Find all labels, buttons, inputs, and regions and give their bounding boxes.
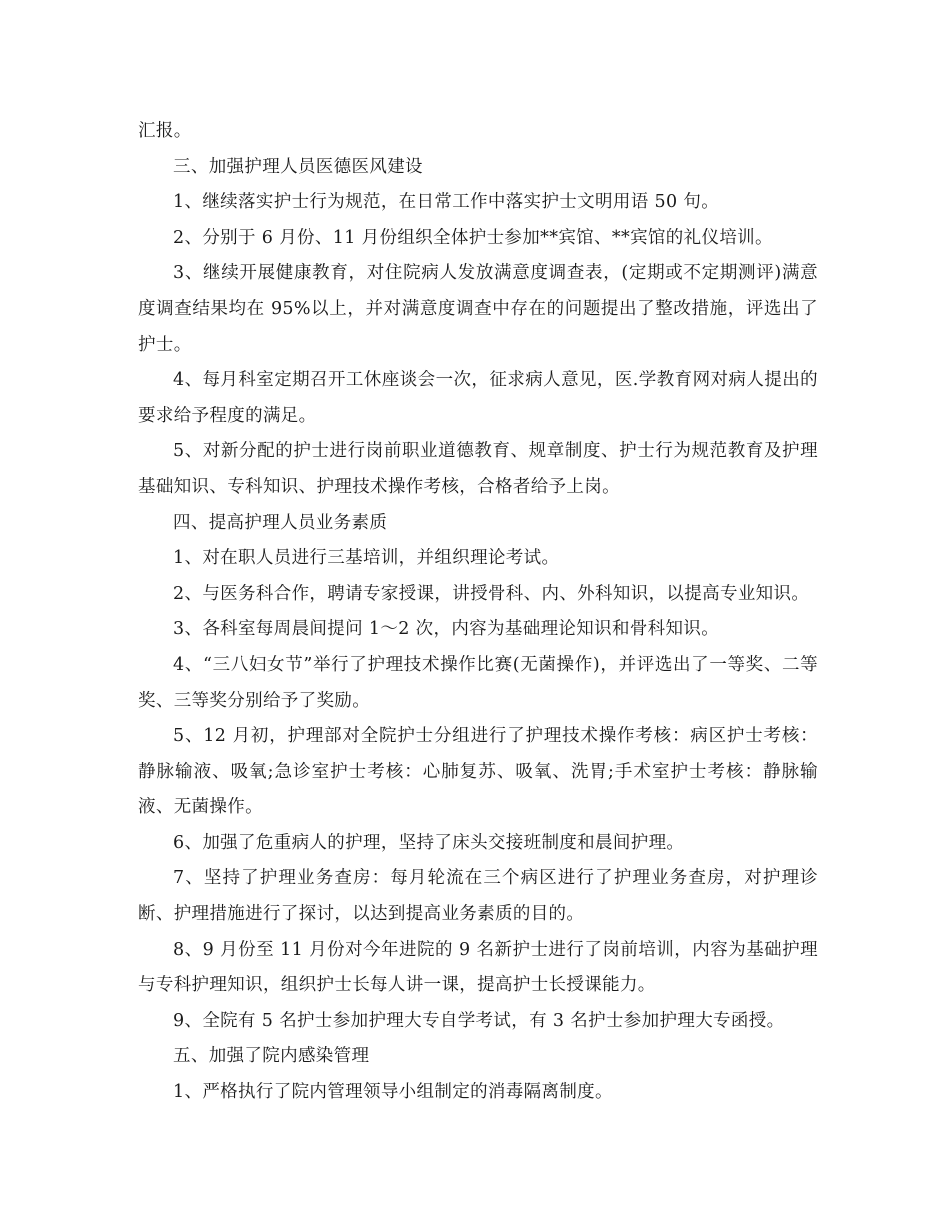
- paragraph: 6、加强了危重病人的护理，坚持了床头交接班制度和晨间护理。: [173, 832, 685, 853]
- paragraph: 7、坚持了护理业务查房：每月轮流在三个病区进行了护理业务查房，对护理诊断、护理措施进行了探讨，以达到提高业务素质的目的。: [138, 868, 818, 925]
- section-heading: 五、加强了院内感染管理: [173, 1046, 370, 1067]
- paragraph: 3、继续开展健康教育，对住院病人发放满意度调查表，(定期或不定期测评)满意度调查结果均在 95%以上，并对满意度调查中存在的问题提出了整改措施，评选出了护士。: [138, 263, 818, 355]
- paragraph: 2、与医务科合作，聘请专家授课，讲授骨科、内、外科知识，以提高专业知识。: [173, 583, 810, 604]
- paragraph: 4、每月科室定期召开工休座谈会一次，征求病人意见，医.学教育网对病人提出的要求给予程度的满足。: [138, 370, 818, 426]
- paragraph: 2、分别于 6 月份、11 月份组织全体护士参加**宾馆、**宾馆的礼仪培训。: [173, 227, 773, 248]
- section-heading: 三、加强护理人员医德医风建设: [173, 156, 423, 177]
- paragraph: 9、全院有 5 名护士参加护理大专自学考试，有 3 名护士参加护理大专函授。: [173, 1010, 785, 1031]
- paragraph: 5、对新分配的护士进行岗前职业道德教育、规章制度、护士行为规范教育及护理基础知识、专科知识、护理技术操作考核，合格者给予上岗。: [138, 441, 818, 497]
- paragraph: 汇报。: [138, 121, 192, 141]
- paragraph: 1、对在职人员进行三基培训，并组织理论考试。: [173, 548, 560, 569]
- paragraph: 3、各科室每周晨间提问 1～2 次，内容为基础理论知识和骨科知识。: [173, 619, 720, 640]
- paragraph: 5、12 月初，护理部对全院护士分组进行了护理技术操作考核：病区护士考核：静脉输液、吸氧;急诊室护士考核：心肺复苏、吸氧、洗胃;手术室护士考核：静脉输液、无菌操作。: [138, 726, 818, 818]
- paragraph: 1、继续落实护士行为规范，在日常工作中落实护士文明用语 50 句。: [173, 192, 720, 213]
- paragraph: 1、严格执行了院内管理领导小组制定的消毒隔离制度。: [173, 1082, 613, 1103]
- paragraph: 8、9 月份至 11 月份对今年进院的 9 名新护士进行了岗前培训，内容为基础护理与专科护理知识，组织护士长每人讲一课，提高护士长授课能力。: [138, 939, 818, 996]
- paragraph: 4、“三八妇女节”举行了护理技术操作比赛(无菌操作)，并评选出了一等奖、二等奖、三等奖分别给予了奖励。: [138, 654, 818, 711]
- section-heading: 四、提高护理人员业务素质: [173, 512, 388, 533]
- document-body: [138, 114, 818, 1111]
